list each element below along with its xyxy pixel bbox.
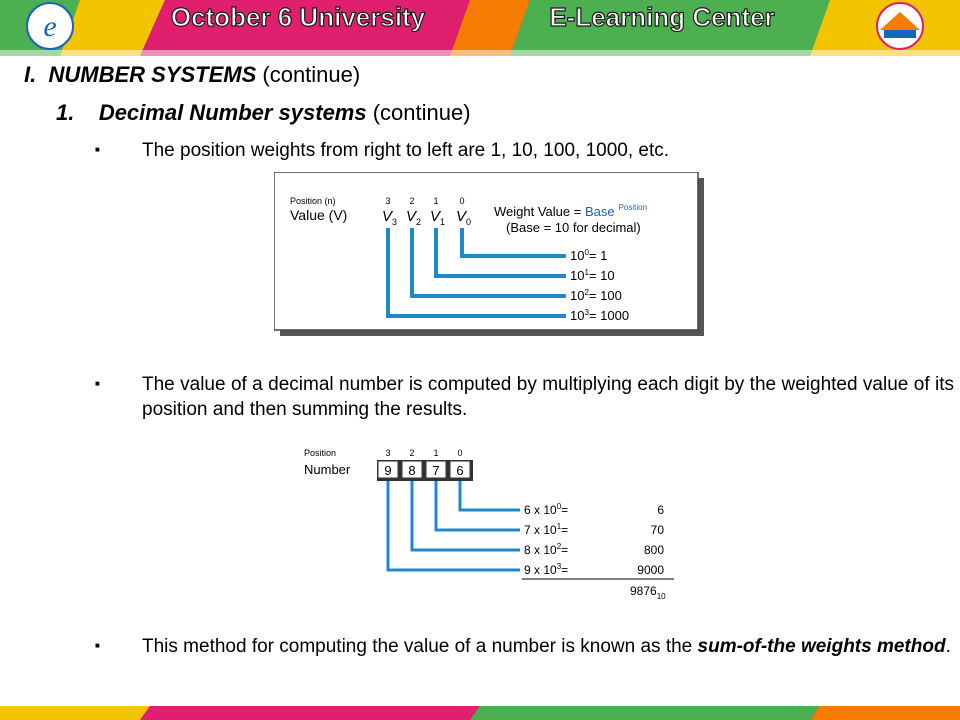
svg-text:e: e [43,10,57,43]
fig1-power-0: $10^0= 1$ [570,248,608,263]
fig1-v0: $V_0$ [456,208,472,227]
fig2-digit-8: 8 [408,463,416,478]
fig1-weight-note: (Base = 10 for decimal) [506,220,641,235]
bullet-marker: ■ [95,379,100,388]
fig2-pos-3: 3 [385,448,391,458]
fig1-power-1: $10^1= 10$ [570,268,615,283]
fig1-pos-3: 3 [385,196,391,206]
fig2-term-3: 9 x $10^3=$ [524,562,569,577]
bullet-marker: ■ [95,145,100,154]
subtitle-rest: (continue) [366,100,471,125]
bullet-marker: ■ [95,641,100,650]
fig2-position-label: Position [304,448,337,458]
fig2-pos-0: 0 [457,448,463,458]
fig1-power-3: $10^3= 1000$ [570,308,630,323]
subtitle-bold: Decimal Number systems [98,100,367,125]
slide-subtitle [56,100,471,126]
header-right-title: E-Learning Center [549,2,775,32]
bullet3-pre: This method for computing the value of a number is known as the [142,636,698,657]
fig2-connectors [388,481,520,570]
bullet-text-3 [142,634,954,659]
fig2-digit-7: 7 [432,463,440,478]
fig1-v2: $V_2$ [406,208,422,227]
university-logo [877,3,923,49]
fig2-term-0: 6 x $10^0=$ [524,502,569,517]
subtitle-number: 1. [56,100,75,125]
slide-title [24,62,360,88]
fig1-position-label: Position (n) [290,196,336,206]
title-rest: (continue) [256,62,361,87]
fig1-value-label: Value (V) [290,207,348,223]
sum-of-weights-diagram [300,444,700,604]
fig2-val-0: 6 [657,503,664,517]
fig1-power-2: $10^2= 100$ [570,288,622,303]
fig2-number-label: Number [304,462,351,477]
fig1-weight-formula: Weight Value = Base $^{Position}$ [494,203,648,219]
fig2-pos-1: 1 [433,448,439,458]
elearning-logo [27,3,73,49]
bullet-text-1: The position weights from right to left are 1, 10, 100, 1000, etc. [142,140,670,161]
header-banner [0,0,960,56]
fig2-sum: $9876_{10}$ [630,584,666,601]
fig1-pos-0: 0 [459,196,465,206]
title-bold: NUMBER SYSTEMS [48,62,257,87]
bullet-text-2: The value of a decimal number is computed by multiplying each digit by the weighted value of its position and then summing the results. [142,374,954,420]
fig1-v1: $V_1$ [430,208,446,227]
footer-bar [0,706,960,720]
fig1-pos-2: 2 [409,196,415,206]
fig2-digit-9: 9 [384,463,392,478]
weight-diagram [274,172,704,336]
fig2-digit-6: 6 [456,463,464,478]
fig2-val-2: 800 [643,543,664,557]
fig2-pos-2: 2 [409,448,415,458]
fig1-pos-1: 1 [433,196,439,206]
title-number: I. [24,62,37,87]
bullet3-emphasis: sum-of-the weights method [697,636,946,657]
bullet3-post: . [945,636,951,657]
fig1-v3: $V_3$ [382,208,398,227]
header-left-title: October 6 University [170,2,426,32]
fig2-val-1: 70 [650,523,664,537]
fig2-val-3: 9000 [637,563,664,577]
fig2-term-2: 8 x $10^2=$ [524,542,569,557]
fig2-term-1: 7 x $10^1=$ [524,522,569,537]
